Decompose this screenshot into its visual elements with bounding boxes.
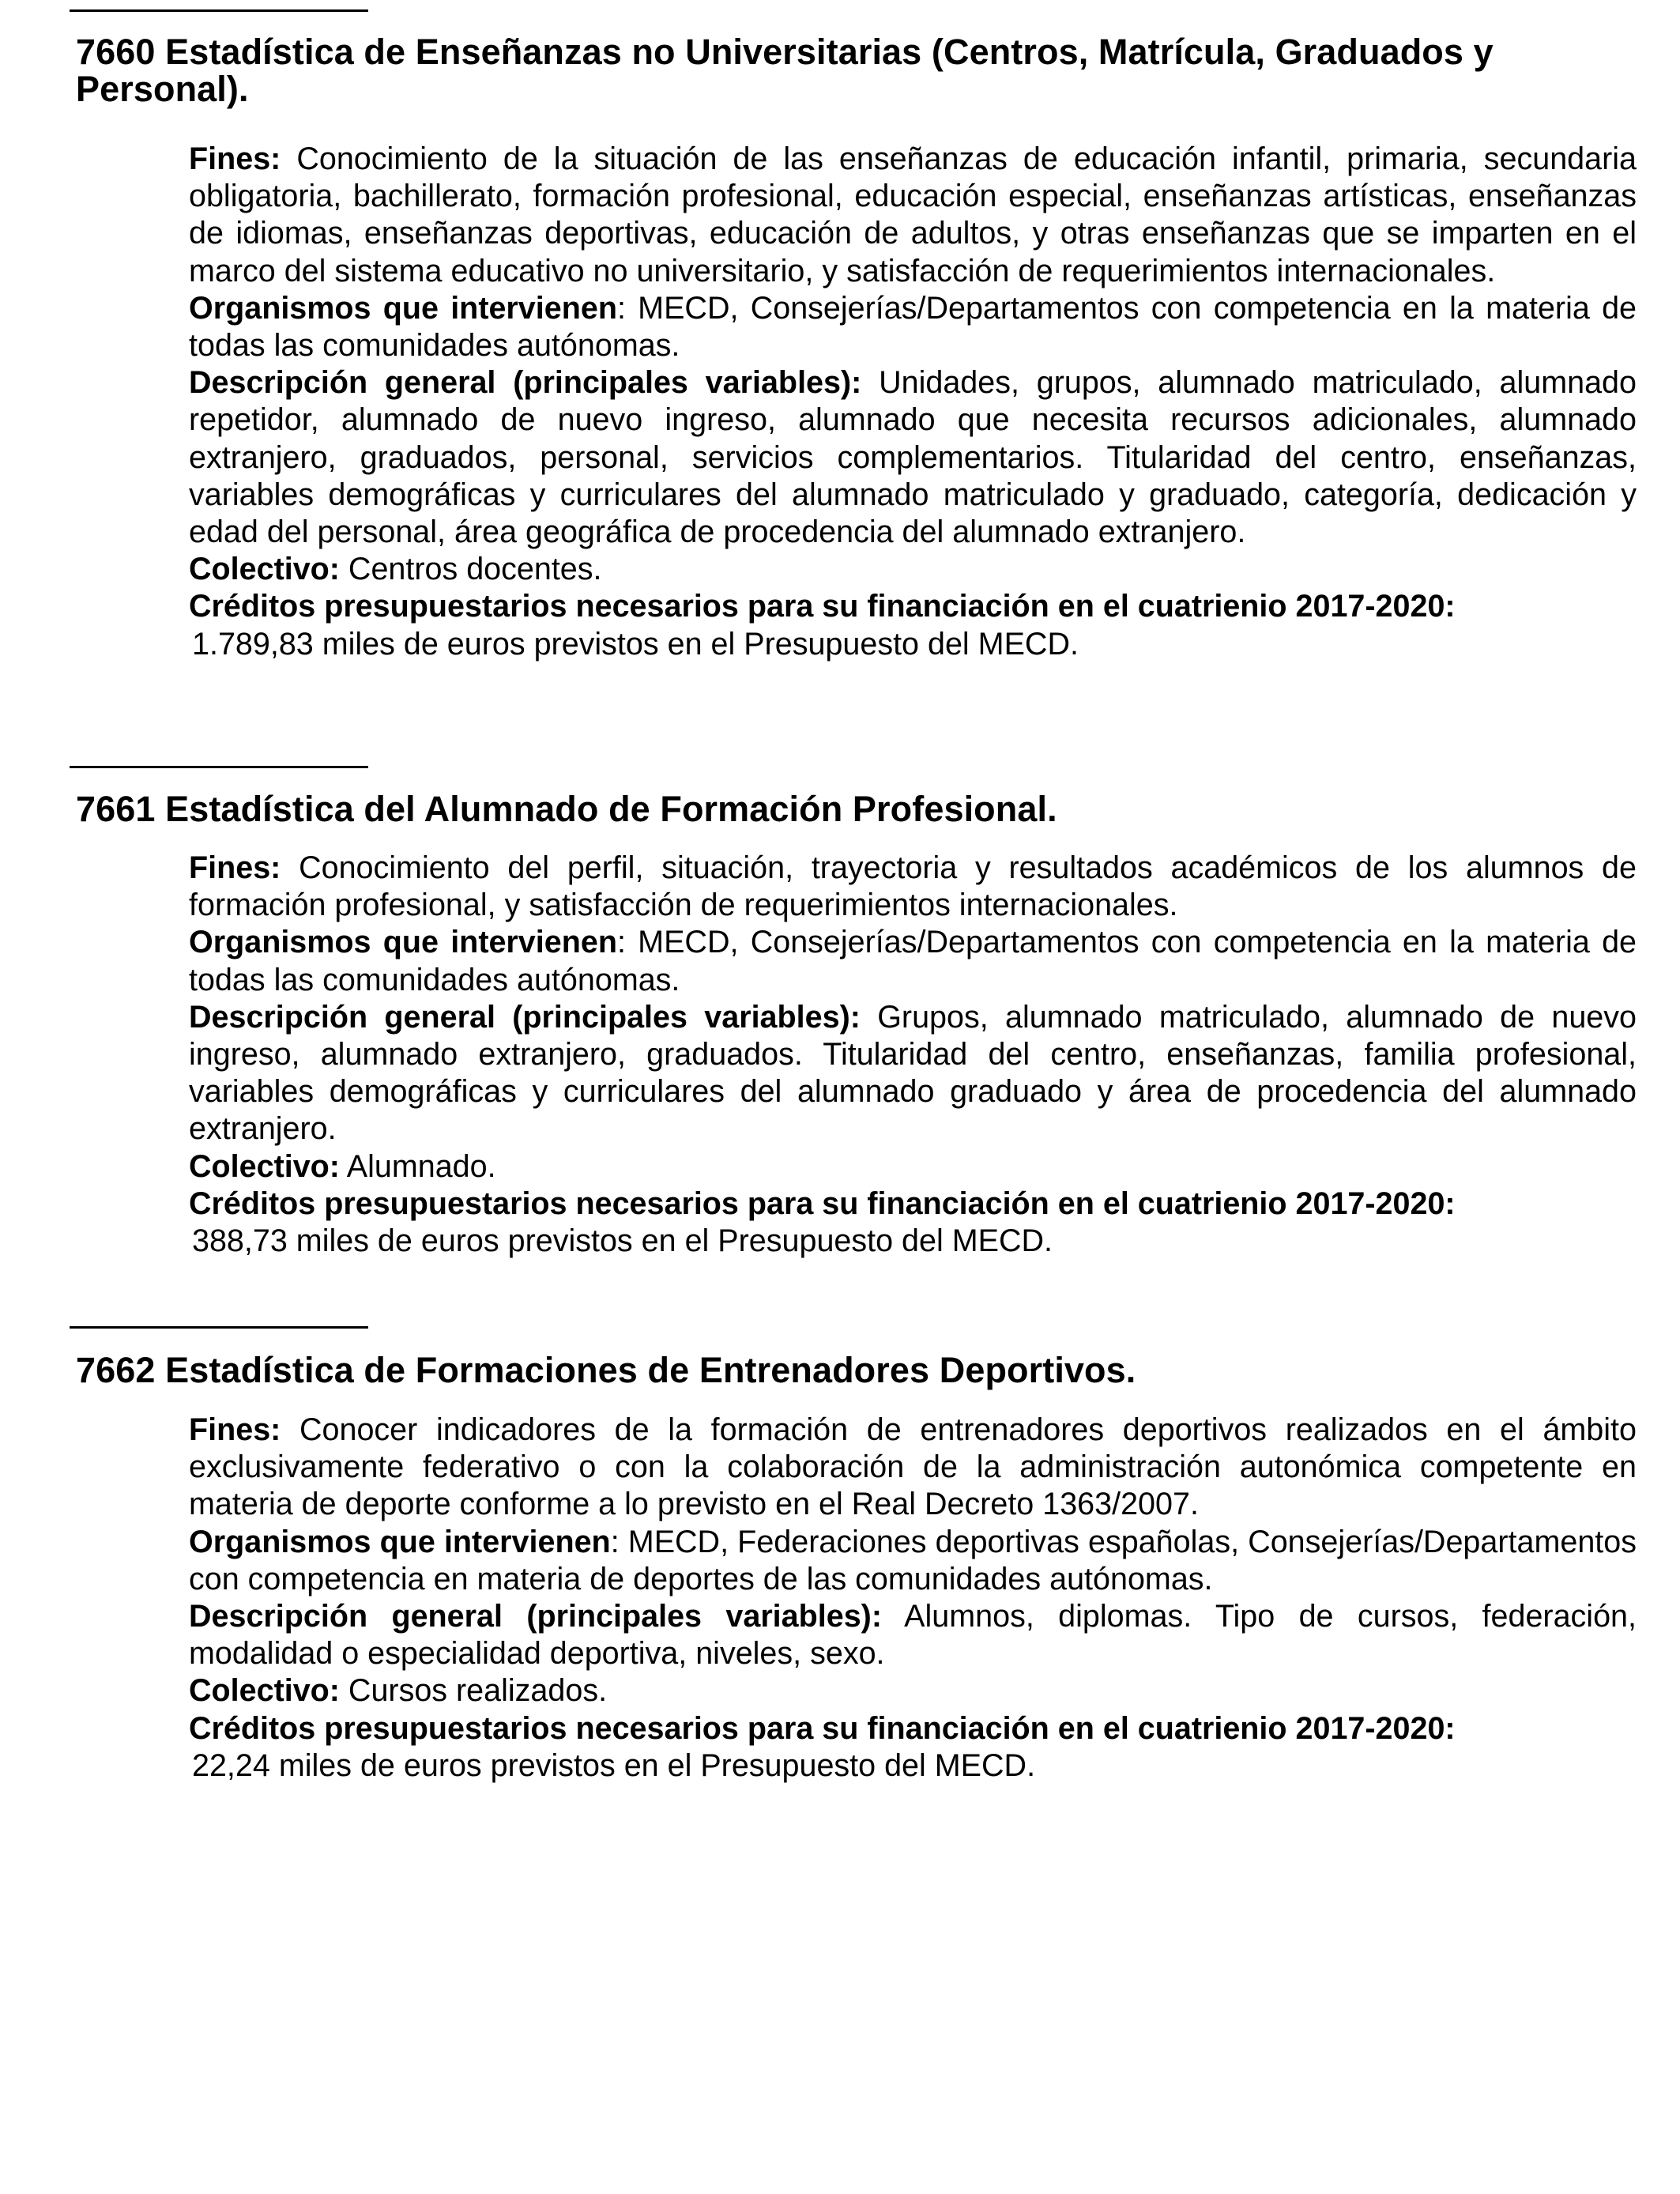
descripcion-text: Grupos, alumnado matriculado, alumnado de nuevo ingreso, alumnado extranjero, graduados. Titularidad del centro, enseñanzas, familia profesional, variables demográficas y curriculares del alumnado graduado y área de procedencia del alumnado extranjero. bbox=[189, 999, 1637, 1147]
section-body bbox=[189, 1412, 1637, 1785]
descripcion-label: Descripción general (principales variables): bbox=[189, 999, 861, 1035]
fines-label: Fines: bbox=[189, 850, 281, 885]
organismos-label: Organismos que intervienen bbox=[189, 1524, 611, 1559]
descripcion-paragraph bbox=[189, 364, 1637, 551]
colectivo-text: Cursos realizados. bbox=[339, 1673, 608, 1709]
fines-label: Fines: bbox=[189, 141, 281, 176]
creditos-amount: 1.789,83 miles de euros previstos en el Presupuesto del MECD. bbox=[192, 626, 1079, 662]
descripcion-label: Descripción general (principales variables): bbox=[189, 365, 862, 401]
creditos-paragraph bbox=[189, 1186, 1637, 1223]
section-heading: 7662 Estadística de Formaciones de Entrenadores Deportivos. bbox=[76, 1350, 1136, 1390]
creditos-paragraph bbox=[189, 588, 1637, 625]
organismos-text: : MECD, Consejerías/Departamentos con competencia en la materia de todas las comunidades autónomas. bbox=[189, 925, 1637, 997]
organismos-text: : MECD, Consejerías/Departamentos con competencia en la materia de todas las comunidades autónomas. bbox=[189, 290, 1637, 364]
descripcion-paragraph bbox=[189, 999, 1637, 1148]
colectivo-text: Centros docentes. bbox=[339, 552, 602, 587]
fines-text: Conocer indicadores de la formación de entrenadores deportivos realizados en el ámbito exclusivamente federativo o con la colaboración de la administración autonómica competente en materia de deporte conforme a lo previsto en el Real Decreto 1363/2007. bbox=[189, 1412, 1637, 1522]
section-heading: 7660 Estadística de Enseñanzas no Universitarias (Centros, Matrícula, Graduados y Personal). bbox=[76, 32, 1494, 109]
descripcion-text: Unidades, grupos, alumnado matriculado, alumnado repetidor, alumnado de nuevo ingreso, alumnado que necesita recursos adicionales, alumnado extranjero, graduados, personal, servicios complementarios. Titularidad del centro, enseñanzas, variables demográficas y curriculares del alumnado matriculado y graduado, categoría, dedicación y edad del personal, área geográfica de procedencia del alumnado extranjero. bbox=[189, 365, 1637, 550]
organismos-label: Organismos que intervienen bbox=[189, 925, 617, 960]
colectivo-paragraph bbox=[189, 1148, 1637, 1186]
section-body bbox=[189, 141, 1637, 663]
fines-paragraph bbox=[189, 1412, 1637, 1524]
organismos-label: Organismos que intervienen bbox=[189, 290, 617, 326]
fines-label: Fines: bbox=[189, 1412, 281, 1447]
section-divider bbox=[70, 766, 368, 768]
creditos-amount: 22,24 miles de euros previstos en el Presupuesto del MECD. bbox=[192, 1747, 1036, 1783]
creditos-label: Créditos presupuestarios necesarios para su financiación en el cuatrienio 2017-2020: bbox=[189, 1186, 1456, 1221]
organismos-paragraph bbox=[189, 1524, 1637, 1598]
colectivo-paragraph bbox=[189, 551, 1637, 588]
section-divider bbox=[70, 1326, 368, 1329]
descripcion-text: Alumnos, diplomas. Tipo de cursos, federación, modalidad o especialidad deportiva, niveles, sexo. bbox=[189, 1599, 1637, 1672]
creditos-label: Créditos presupuestarios necesarios para su financiación en el cuatrienio 2017-2020: bbox=[189, 589, 1456, 624]
organismos-text: : MECD, Federaciones deportivas españolas, Consejerías/Departamentos con competencia en materia de deportes de las comunidades autónomas. bbox=[189, 1524, 1637, 1596]
colectivo-label: Colectivo: bbox=[189, 552, 340, 587]
creditos-paragraph bbox=[189, 1710, 1637, 1747]
section-heading: 7661 Estadística del Alumnado de Formación Profesional. bbox=[76, 789, 1057, 829]
section-body bbox=[189, 850, 1637, 1260]
colectivo-paragraph bbox=[189, 1672, 1637, 1710]
creditos-label: Créditos presupuestarios necesarios para su financiación en el cuatrienio 2017-2020: bbox=[189, 1710, 1456, 1746]
organismos-paragraph bbox=[189, 924, 1637, 998]
fines-text: Conocimiento de la situación de las enseñanzas de educación infantil, primaria, secundaria obligatoria, bachillerato, formación profesional, educación especial, enseñanzas artísticas, enseñanzas de idiomas, enseñanzas deportivas, educación de adultos, y otras enseñanzas que se imparten en el marco del sistema educativo no universitario, y satisfacción de requerimientos internacionales. bbox=[189, 141, 1637, 288]
organismos-paragraph bbox=[189, 290, 1637, 364]
fines-paragraph bbox=[189, 141, 1637, 290]
fines-paragraph bbox=[189, 850, 1637, 924]
colectivo-text: Alumnado. bbox=[339, 1148, 496, 1184]
fines-text: Conocimiento del perfil, situación, trayectoria y resultados académicos de los alumnos de formación profesional, y satisfacción de requerimientos internacionales. bbox=[189, 850, 1637, 923]
section-divider bbox=[70, 9, 368, 12]
descripcion-label: Descripción general (principales variables): bbox=[189, 1599, 882, 1634]
creditos-amount: 388,73 miles de euros previstos en el Presupuesto del MECD. bbox=[192, 1223, 1053, 1259]
descripcion-paragraph bbox=[189, 1598, 1637, 1672]
colectivo-label: Colectivo: bbox=[189, 1673, 340, 1709]
colectivo-label: Colectivo: bbox=[189, 1148, 340, 1184]
